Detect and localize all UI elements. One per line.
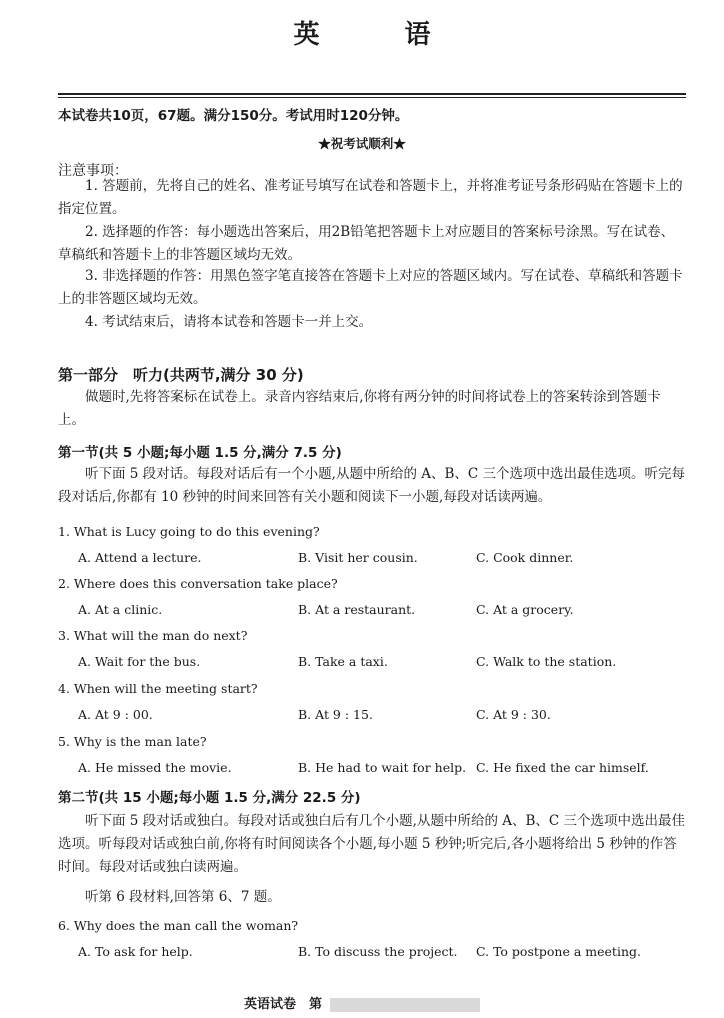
page-title: 英 语 xyxy=(293,20,469,50)
q2-option-a: A. At a clinic. xyxy=(78,602,163,617)
q1-option-a: A. Attend a lecture. xyxy=(78,550,202,565)
q5-option-b: B. He had to wait for help. xyxy=(298,760,467,775)
q6-option-b: B. To discuss the project. xyxy=(298,944,458,959)
q3-option-a: A. Wait for the bus. xyxy=(78,654,201,669)
question-3: 3. What will the man do next? xyxy=(58,628,248,643)
page-footer xyxy=(0,993,724,1012)
q4-option-a: A. At 9 : 00. xyxy=(78,707,153,722)
question-2: 2. Where does this conversation take place? xyxy=(58,576,338,591)
q5-option-c: C. He fixed the car himself. xyxy=(476,760,649,775)
q2-option-c: C. At a grocery. xyxy=(476,602,574,617)
section2-intro: 听下面 5 段对话或独白。每段对话或独白后有几个小题,从题中所给的 A、B、C 三个选项中选出最佳选项。听每段对话或独白前,你将有时间阅读各个小题,每小题 5 秒钟;听完后,各小题将给出 5 秒钟的作答时间。每段对话或独白读两遍。 xyxy=(58,813,686,875)
question-5: 5. Why is the man late? xyxy=(58,734,207,749)
header-rule-thin xyxy=(58,97,686,98)
section1-title: 第一节(共 5 小题;每小题 1.5 分,满分 7.5 分) xyxy=(58,445,342,461)
question-4: 4. When will the meeting start? xyxy=(58,681,258,696)
q3-option-c: C. Walk to the station. xyxy=(476,654,617,669)
question-6: 6. Why does the man call the woman? xyxy=(58,918,299,933)
redacted-page-number xyxy=(330,998,480,1012)
q6-option-c: C. To postpone a meeting. xyxy=(476,944,641,959)
notice-heading: 注意事项： xyxy=(58,163,128,179)
notice-item-2: 2. 选择题的作答：每小题选出答案后，用2B铅笔把答题卡上对应题目的答案标号涂黑。写在试卷、草稿纸和答题卡上的非答题区域均无效。 xyxy=(58,224,675,263)
exam-info: 本试卷共10页，67题。满分150分。考试用时120分钟。 xyxy=(58,108,409,124)
question-1: 1. What is Lucy going to do this evening? xyxy=(58,524,320,539)
q1-option-b: B. Visit her cousin. xyxy=(298,550,418,565)
q6-option-a: A. To ask for help. xyxy=(78,944,193,959)
section2-title: 第二节(共 15 小题;每小题 1.5 分,满分 22.5 分) xyxy=(58,790,361,806)
part1-title: 第一部分 听力(共两节,满分 30 分) xyxy=(58,366,304,384)
q4-option-b: B. At 9 : 15. xyxy=(298,707,373,722)
material-note: 听第 6 段材料,回答第 6、7 题。 xyxy=(85,889,281,905)
q4-option-c: C. At 9 : 30. xyxy=(476,707,551,722)
q3-option-b: B. Take a taxi. xyxy=(298,654,388,669)
section1-intro: 听下面 5 段对话。每段对话后有一个小题,从题中所给的 A、B、C 三个选项中选出最佳选项。听完每段对话后,你都有 10 秒钟的时间来回答有关小题和阅读下一小题,每段对话读两遍。 xyxy=(58,466,686,505)
notice-item-4: 4. 考试结束后，请将本试卷和答题卡一并上交。 xyxy=(85,314,373,330)
good-luck-banner: ★祝考试顺利★ xyxy=(318,136,406,151)
notice-item-1: 1. 答题前，先将自己的姓名、准考证号填写在试卷和答题卡上，并将准考证号条形码贴在答题卡上的指定位置。 xyxy=(58,178,683,217)
header-rule-thick xyxy=(58,93,686,95)
q5-option-a: A. He missed the movie. xyxy=(78,760,232,775)
q1-option-c: C. Cook dinner. xyxy=(476,550,574,565)
q2-option-b: B. At a restaurant. xyxy=(298,602,416,617)
part1-intro: 做题时,先将答案标在试卷上。录音内容结束后,你将有两分钟的时间将试卷上的答案转涂到答题卡上。 xyxy=(58,389,661,428)
footer-label: 英语试卷 第 xyxy=(243,997,322,1012)
notice-item-3: 3. 非选择题的作答：用黑色签字笔直接答在答题卡上对应的答题区域内。写在试卷、草稿纸和答题卡上的非答题区域均无效。 xyxy=(58,268,683,307)
